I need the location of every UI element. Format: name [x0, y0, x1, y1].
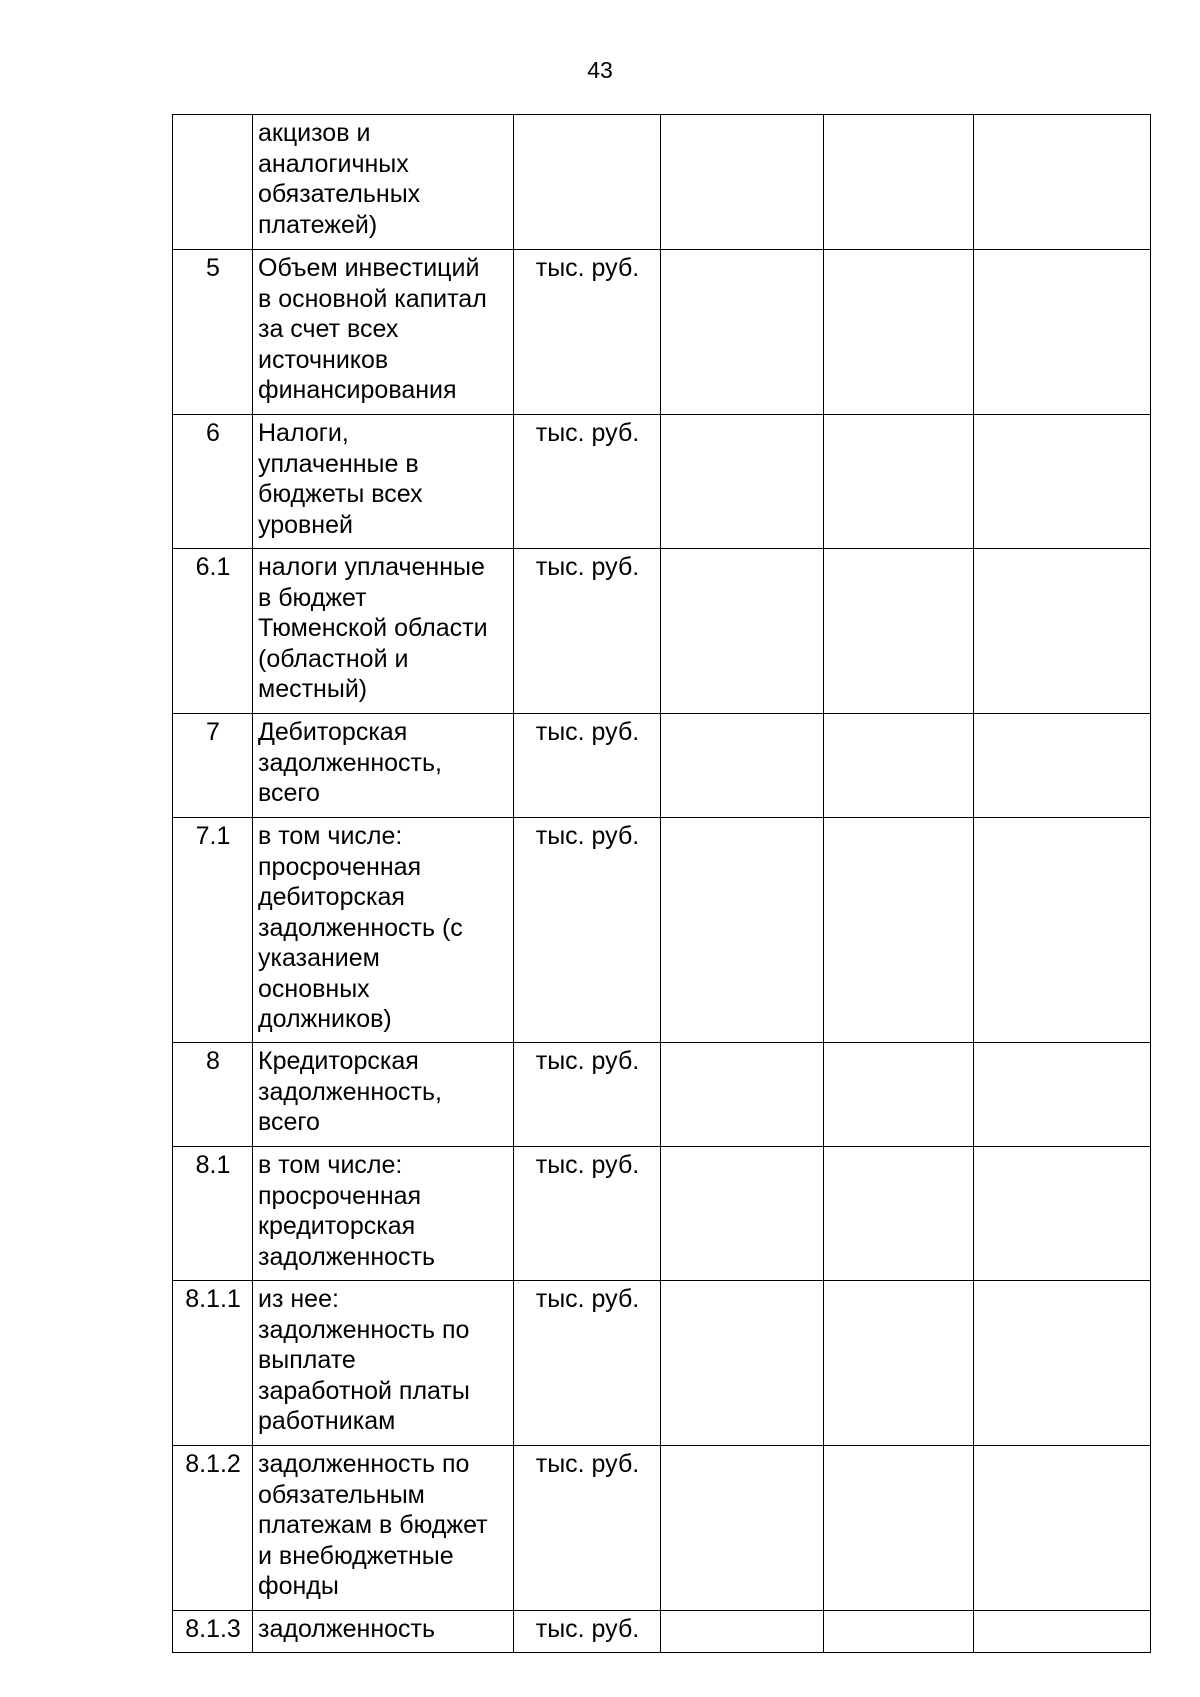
table-row [173, 1446, 1151, 1611]
table-row [173, 818, 1151, 1043]
value-cell [974, 1446, 1151, 1611]
value-cell [974, 250, 1151, 415]
table-row [173, 549, 1151, 714]
unit-of-measure: тыс. руб. [514, 1281, 661, 1446]
table-row [173, 1147, 1151, 1281]
value-cell [661, 1446, 824, 1611]
value-cell [974, 818, 1151, 1043]
indicator-name: в том числе: просроченная дебиторская задолженность (с указанием основных должников) [253, 818, 514, 1043]
value-cell [974, 1043, 1151, 1147]
row-number: 8 [173, 1043, 253, 1147]
table-row [173, 1611, 1151, 1653]
value-cell [661, 549, 824, 714]
row-number: 7.1 [173, 818, 253, 1043]
indicator-name: налоги уплаченные в бюджет Тюменской области (областной и местный) [253, 549, 514, 714]
row-number: 6.1 [173, 549, 253, 714]
indicators-table [172, 114, 1151, 1653]
indicator-name: Кредиторская задолженность, всего [253, 1043, 514, 1147]
value-cell [974, 549, 1151, 714]
table-row [173, 1281, 1151, 1446]
indicator-name: Налоги, уплаченные в бюджеты всех уровней [253, 415, 514, 549]
indicator-name: акцизов и аналогичных обязательных платежей) [253, 115, 514, 250]
value-cell [824, 1147, 974, 1281]
value-cell [661, 250, 824, 415]
indicator-name: Объем инвестиций в основной капитал за счет всех источников финансирования [253, 250, 514, 415]
row-number: 5 [173, 250, 253, 415]
value-cell [661, 1281, 824, 1446]
row-number: 8.1.2 [173, 1446, 253, 1611]
value-cell [661, 1147, 824, 1281]
table-row [173, 714, 1151, 818]
value-cell [974, 1147, 1151, 1281]
value-cell [974, 415, 1151, 549]
unit-of-measure: тыс. руб. [514, 415, 661, 549]
value-cell [974, 115, 1151, 250]
value-cell [661, 1043, 824, 1147]
value-cell [974, 1611, 1151, 1653]
value-cell [824, 250, 974, 415]
value-cell [661, 818, 824, 1043]
value-cell [974, 714, 1151, 818]
unit-of-measure: тыс. руб. [514, 818, 661, 1043]
table-row [173, 250, 1151, 415]
indicator-name: из нее: задолженность по выплате заработной платы работникам [253, 1281, 514, 1446]
value-cell [974, 1281, 1151, 1446]
unit-of-measure: тыс. руб. [514, 1611, 661, 1653]
value-cell [824, 415, 974, 549]
value-cell [824, 1446, 974, 1611]
indicator-name: в том числе: просроченная кредиторская задолженность [253, 1147, 514, 1281]
row-number: 8.1.1 [173, 1281, 253, 1446]
value-cell [661, 415, 824, 549]
value-cell [824, 115, 974, 250]
value-cell [824, 549, 974, 714]
row-number: 8.1 [173, 1147, 253, 1281]
row-number: 8.1.3 [173, 1611, 253, 1653]
row-number: 6 [173, 415, 253, 549]
value-cell [824, 1611, 974, 1653]
unit-of-measure: тыс. руб. [514, 1147, 661, 1281]
unit-of-measure: тыс. руб. [514, 1446, 661, 1611]
value-cell [661, 714, 824, 818]
value-cell [824, 714, 974, 818]
row-number [173, 115, 253, 250]
unit-of-measure: тыс. руб. [514, 549, 661, 714]
unit-of-measure: тыс. руб. [514, 714, 661, 818]
value-cell [824, 818, 974, 1043]
page-number: 43 [587, 57, 613, 83]
value-cell [661, 1611, 824, 1653]
value-cell [661, 115, 824, 250]
indicator-name: задолженность [253, 1611, 514, 1653]
table-row [173, 415, 1151, 549]
table-row [173, 1043, 1151, 1147]
unit-of-measure [514, 115, 661, 250]
unit-of-measure: тыс. руб. [514, 1043, 661, 1147]
unit-of-measure: тыс. руб. [514, 250, 661, 415]
row-number: 7 [173, 714, 253, 818]
indicator-name: задолженность по обязательным платежам в бюджет и внебюджетные фонды [253, 1446, 514, 1611]
indicator-name: Дебиторская задолженность, всего [253, 714, 514, 818]
table-row [173, 115, 1151, 250]
value-cell [824, 1043, 974, 1147]
value-cell [824, 1281, 974, 1446]
